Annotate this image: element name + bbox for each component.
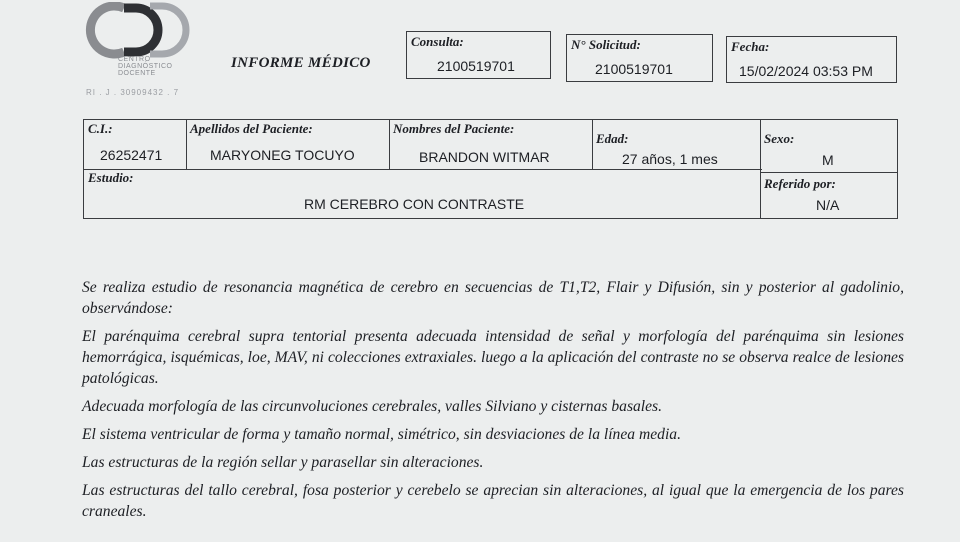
estudio-value: RM CEREBRO CON CONTRASTE xyxy=(304,196,525,212)
rif-number: RI . J . 30909432 . 7 xyxy=(86,88,180,97)
solicitud-box xyxy=(566,34,713,82)
edad-label: Edad: xyxy=(596,131,629,146)
nombres-cell xyxy=(389,120,592,169)
sexo-value: M xyxy=(822,152,834,168)
patient-table xyxy=(83,119,898,219)
consulta-value: 2100519701 xyxy=(437,58,515,74)
report-title: INFORME MÉDICO xyxy=(231,55,371,71)
edad-cell xyxy=(592,120,760,169)
report-paragraph: Adecuada morfología de las circunvoluciones cerebrales, valles Silviano y cisternas basales. xyxy=(82,398,663,415)
estudio-label: Estudio: xyxy=(88,170,134,185)
apellidos-value: MARYONEG TOCUYO xyxy=(210,147,355,163)
nombres-value: BRANDON WITMAR xyxy=(419,149,550,165)
consulta-box xyxy=(406,31,551,79)
edad-value: 27 años, 1 mes xyxy=(622,151,718,167)
sexo-cell xyxy=(760,120,897,172)
report-paragraph: Las estructuras de la región sellar y parasellar sin alteraciones. xyxy=(82,454,484,471)
report-paragraph: El parénquima cerebral supra tentorial presenta adecuada intensidad de señal y morfología del parénquima sin lesiones hemorrágica, isquémicas, loe, MAV, ni colecciones extraxiales. luego a la aplicación del contraste no se observa realce de lesiones patológicas. xyxy=(82,328,904,387)
report-body xyxy=(82,277,904,529)
solicitud-value: 2100519701 xyxy=(595,61,673,77)
ci-value: 26252471 xyxy=(100,147,163,163)
ci-cell xyxy=(84,120,186,169)
solicitud-label: N° Solicitud: xyxy=(571,37,641,52)
consulta-label: Consulta: xyxy=(411,34,464,49)
report-paragraph: El sistema ventricular de forma y tamaño normal, simétrico, sin desviaciones de la línea media. xyxy=(82,426,681,443)
referido-cell xyxy=(760,172,897,218)
report-paragraph: Se realiza estudio de resonancia magnética de cerebro en secuencias de T1,T2, Flair y Difusión, sin y posterior al gadolinio, observándose: xyxy=(82,279,904,317)
apellidos-cell xyxy=(186,120,389,169)
fecha-label: Fecha: xyxy=(731,39,770,54)
fecha-box xyxy=(726,36,897,83)
estudio-cell xyxy=(84,169,760,218)
logo-subtitle: CENTRO DIAGNÓSTICO DOCENTE xyxy=(118,56,173,77)
apellidos-label: Apellidos del Paciente: xyxy=(190,121,313,136)
referido-label: Referido por: xyxy=(764,176,836,191)
fecha-value: 15/02/2024 03:53 PM xyxy=(739,63,873,79)
sexo-label: Sexo: xyxy=(764,131,795,146)
referido-value: N/A xyxy=(816,197,840,213)
report-paragraph: Las estructuras del tallo cerebral, fosa posterior y cerebelo se aprecian sin alteraciones, al igual que la emergencia de los pares craneales. xyxy=(82,482,904,520)
ci-label: C.I.: xyxy=(88,121,113,136)
nombres-label: Nombres del Paciente: xyxy=(393,121,515,136)
